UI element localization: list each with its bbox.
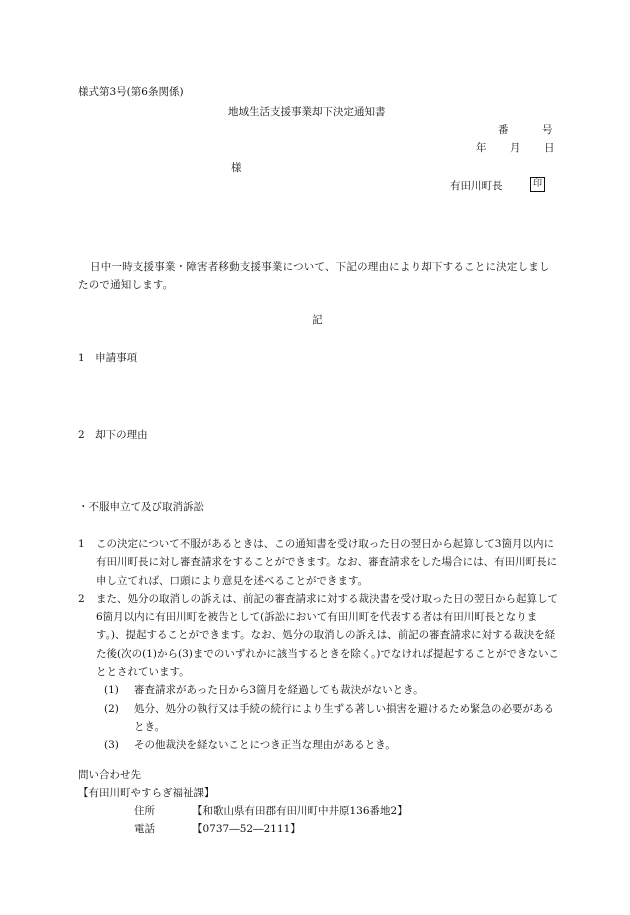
day-label: 日 — [544, 142, 555, 154]
rejection-reason-heading: 2 却下の理由 — [78, 429, 148, 441]
contact-phone-row — [78, 820, 408, 838]
contact-department: 【有田川町やすらぎ福祉課】 — [78, 787, 215, 799]
appeal-sub-1 — [78, 681, 560, 699]
sub-text: その他裁決を経ないことにつき正当な理由があるとき。 — [134, 739, 396, 752]
addressee-suffix: 様 — [231, 162, 242, 174]
appeal-note-2 — [78, 590, 560, 681]
appeal-sub-2 — [78, 700, 560, 737]
contact-address-row — [78, 802, 408, 820]
application-item-heading: 1 申請事項 — [78, 352, 138, 364]
number-suffix: 号 — [542, 124, 553, 136]
sender-name: 有田川町長 — [450, 180, 503, 192]
appeal-heading: ・不服申立て及び取消訴訟 — [78, 501, 204, 513]
note-text: この決定について不服があるときは、この通知書を受け取った日の翌日から起算して3箇月以内に有田川町長に対し審査請求をすることができます。なお、審査請求をした場合には、有田川町長に申し立てれば、口頭により意見を述べることができます。 — [96, 538, 558, 587]
ki-heading: 記 — [312, 314, 323, 326]
document-title: 地域生活支援事業却下決定通知書 — [228, 106, 386, 118]
contact-heading: 問い合わせ先 — [78, 769, 141, 781]
sub-number: (2) — [104, 702, 119, 715]
year-label: 年 — [476, 142, 487, 154]
seal-stamp: 印 — [530, 177, 545, 192]
phone-label: 電話 — [134, 823, 155, 835]
address-value: 【和歌山県有田郡有田川町中井原136番地2】 — [192, 805, 408, 817]
sub-number: (1) — [104, 684, 119, 697]
appeal-note-1 — [78, 535, 560, 590]
month-label: 月 — [510, 142, 521, 154]
appeal-sub-3 — [78, 736, 560, 754]
sub-text: 審査請求があった日から3箇月を経過しても裁決がないとき。 — [134, 684, 424, 697]
number-label: 番 — [498, 124, 509, 136]
contact-section — [78, 766, 408, 838]
note-number: 2 — [78, 592, 85, 605]
sub-number: (3) — [104, 739, 119, 752]
sub-text: 処分、処分の執行又は手続の続行により生ずる著しい損害を避けるため緊急の必要があるとき。 — [134, 702, 554, 733]
appeal-notes — [78, 535, 560, 755]
notice-body-text: 日中一時支援事業・障害者移動支援事業について、下記の理由により却下することに決定しましたので通知します。 — [78, 261, 550, 291]
address-label: 住所 — [134, 805, 155, 817]
note-number: 1 — [78, 538, 85, 550]
form-label: 様式第3号(第6条関係) — [78, 86, 184, 98]
note-text: また、処分の取消しの訴えは、前記の審査請求に対する裁決書を受け取った日の翌日から起算して6箇月以内に有田川町を被告として(訴訟において有田川町を代表する者は有田川町長となります。)、提起することができます。なお、処分の取消しの訴えは、前記の審査請求に対する裁決を経た後(次の(1)から(3)までのいずれかに該当するときを除く。)でなければ提起することができないこととされています。 — [96, 592, 559, 679]
phone-value: 【0737―52―2111】 — [192, 823, 301, 835]
